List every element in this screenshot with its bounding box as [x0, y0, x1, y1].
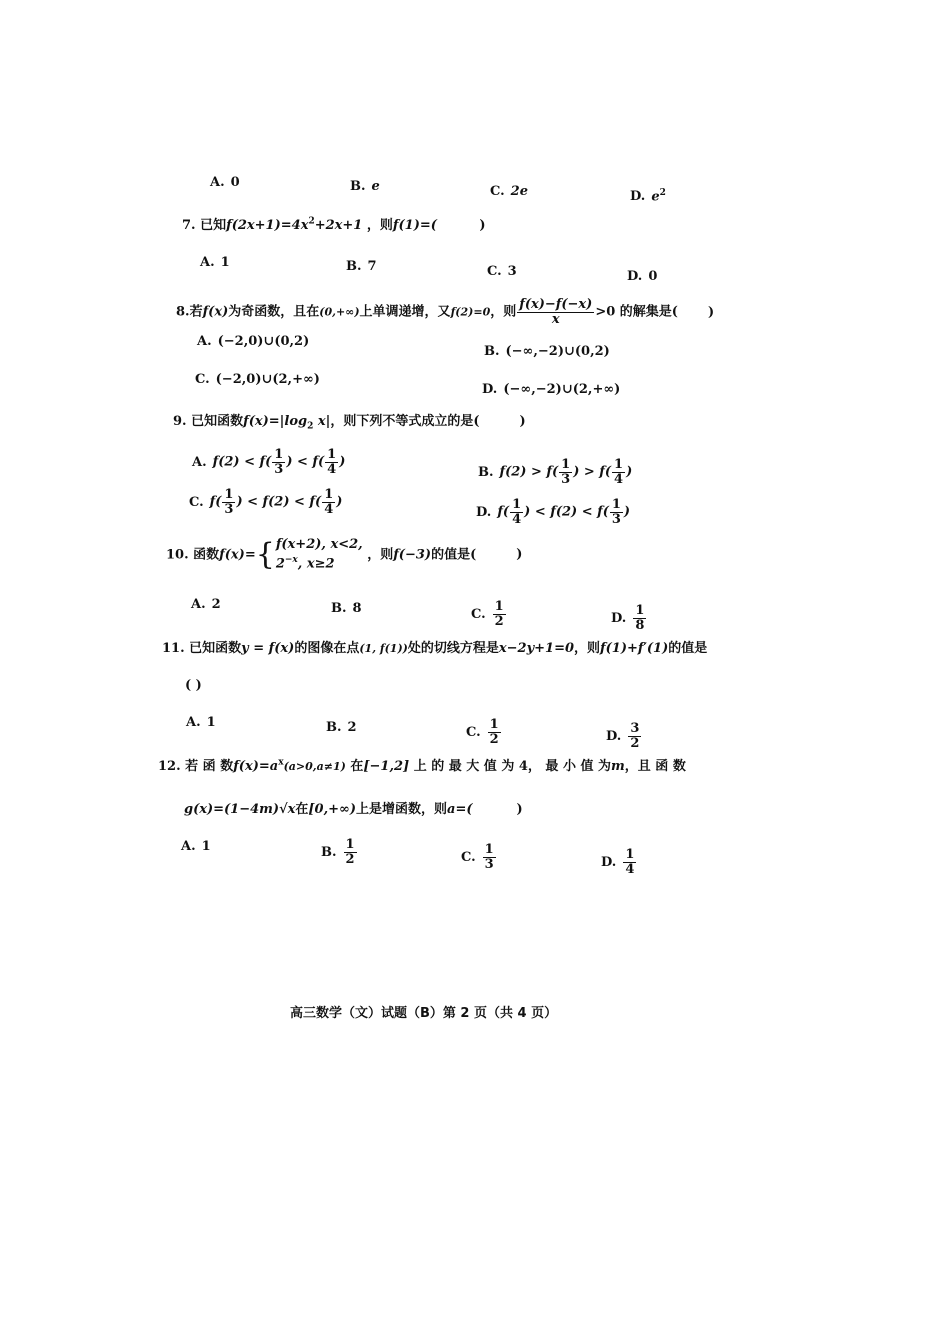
fraction-numerator: 1	[324, 487, 334, 502]
fraction-numerator: 1	[274, 447, 284, 462]
answer-paren-close: )	[516, 802, 523, 817]
option-text: )	[339, 454, 346, 470]
q12-stem-line-1	[158, 755, 686, 774]
stem-text: 已知	[200, 218, 227, 233]
stem-text: ，则	[574, 641, 601, 656]
stem-text: 上是增函数，则	[356, 802, 448, 817]
math-expr: f(x)	[202, 304, 229, 320]
option-label: D.	[606, 728, 622, 744]
math-expr: f(−3)	[393, 547, 432, 563]
q8-option-d	[482, 382, 620, 397]
fraction-denominator: 4	[512, 511, 522, 527]
q12-option-a	[181, 839, 211, 854]
option-label: C.	[471, 606, 486, 622]
exponent: x	[278, 757, 284, 768]
option-exponent: 2	[659, 188, 666, 198]
fraction-denominator: 2	[489, 731, 499, 747]
q12-stem-line-2	[184, 798, 523, 817]
math-expr: y = f(x)	[241, 641, 295, 656]
option-text: f(	[209, 494, 222, 510]
stem-text: 上 的 最 大 值 为 4， 最 小 值 为	[413, 759, 612, 774]
option-value: 1	[220, 255, 230, 270]
option-text: ) < f(2) < f(	[236, 494, 322, 510]
option-value: 1	[206, 715, 216, 730]
option-value: (−∞,−2)∪(0,2)	[505, 344, 610, 359]
answer-paren-close: )	[479, 218, 486, 233]
fraction-numerator: 1	[614, 457, 624, 472]
stem-text: 在	[350, 759, 364, 774]
question-number: 9.	[173, 414, 187, 429]
question-number: 10.	[166, 547, 189, 563]
fraction-numerator: f(x)−f(−x)	[519, 297, 593, 312]
question-number: 12.	[158, 759, 181, 774]
fraction-denominator: 2	[494, 613, 504, 629]
option-text: f(2) > f(	[499, 464, 559, 480]
case-1: f(x+2), x<2,	[275, 537, 363, 552]
q7-option-c	[487, 264, 517, 279]
option-label: D.	[482, 382, 498, 397]
option-value: 2e	[510, 184, 528, 199]
stem-text: ，则	[367, 547, 394, 563]
fraction	[272, 448, 285, 476]
option-label: C.	[490, 184, 505, 199]
option-text: f(2) < f(	[212, 454, 272, 470]
fraction	[633, 604, 646, 632]
q7-option-a	[200, 255, 230, 270]
stem-text: 函数	[193, 547, 220, 563]
stem-text: ，则	[490, 304, 517, 320]
option-value: e	[371, 179, 380, 194]
option-value: 3	[507, 264, 517, 279]
option-value: 8	[352, 601, 362, 616]
math-expr: f(x)=|log	[243, 414, 308, 429]
math-expr: (1, f(1))	[359, 642, 408, 655]
option-label: B.	[331, 601, 347, 616]
option-label: B.	[484, 344, 500, 359]
option-label: A.	[197, 334, 212, 349]
stem-text: >0 的解集是(	[595, 304, 678, 320]
option-label: A.	[192, 454, 207, 470]
option-label: D.	[611, 610, 627, 626]
math-expr: f(2x+1)=4x	[226, 218, 309, 233]
option-value: (−2,0)∪(2,+∞)	[215, 372, 320, 387]
question-number: 11.	[162, 641, 185, 656]
option-value: 2	[347, 720, 357, 735]
option-text: ) > f(	[573, 464, 612, 480]
option-label: B.	[346, 259, 362, 274]
option-text: )	[626, 464, 633, 480]
math-expr: x−2y+1=0	[498, 641, 575, 656]
case-2-condition: , x≥2	[297, 556, 335, 572]
q8-option-c	[195, 372, 320, 387]
answer-paren-close: )	[516, 547, 523, 563]
math-expr: f(x)=	[219, 547, 256, 563]
q10-option-d	[611, 604, 647, 632]
option-value: 7	[367, 259, 377, 274]
math-expr: +2x+1	[314, 218, 363, 233]
math-expr: m	[611, 759, 625, 774]
math-expr: f(1)+f′(1)	[600, 641, 669, 656]
option-text: )	[336, 494, 343, 510]
stem-text: ，且 函 数	[624, 759, 686, 774]
fraction	[559, 458, 572, 486]
math-expr: f(2)=0	[450, 305, 491, 319]
q11-option-b	[326, 720, 357, 735]
fraction-numerator: 1	[345, 837, 355, 852]
page-footer: 高三数学（文）试题（B）第 2 页（共 4 页）	[290, 1006, 558, 1021]
q7-option-d	[627, 269, 657, 284]
stem-text: 在	[295, 802, 309, 817]
q11-option-d	[606, 722, 642, 750]
fraction-denominator: 4	[324, 501, 334, 517]
q8-option-a	[197, 334, 309, 349]
fraction	[493, 600, 506, 628]
fraction-denominator: x	[551, 311, 560, 327]
option-value: 0	[648, 269, 658, 284]
fraction-denominator: 2	[345, 851, 355, 867]
stem-text: ，则下列不等式成立的是(	[330, 414, 480, 429]
fraction	[483, 843, 496, 871]
fraction-denominator: 8	[635, 617, 645, 633]
fraction-numerator: 3	[630, 721, 640, 736]
answer-paren-close: )	[707, 304, 715, 320]
option-label: B.	[326, 720, 342, 735]
fraction-numerator: 1	[327, 447, 337, 462]
option-label: D.	[630, 189, 646, 205]
option-value: (−∞,−2)∪(2,+∞)	[503, 382, 621, 397]
q6-option-b	[350, 179, 380, 194]
math-expr: (a>0,a≠1)	[283, 760, 346, 773]
q7-option-b	[346, 259, 377, 274]
q10-stem	[166, 536, 522, 574]
fraction	[610, 498, 623, 526]
fraction-numerator: 1	[494, 599, 504, 614]
q8-option-b	[484, 344, 610, 359]
fraction	[222, 488, 235, 516]
fraction-denominator: 3	[274, 461, 284, 477]
option-label: C.	[195, 372, 210, 387]
case-2	[276, 554, 363, 574]
stem-text: 的值是(	[431, 547, 477, 563]
q9-option-c	[189, 488, 342, 516]
option-text: f(	[497, 504, 510, 520]
question-number: 8.	[176, 304, 190, 320]
option-value: 0	[230, 175, 240, 190]
fraction	[628, 722, 641, 750]
math-expr: x|	[313, 414, 331, 429]
q9-option-b	[478, 458, 632, 486]
option-label: D.	[627, 269, 643, 284]
option-label: B.	[321, 844, 337, 860]
answer-paren-close: )	[519, 414, 526, 429]
option-label: A.	[200, 255, 215, 270]
stem-text: 若	[189, 304, 203, 320]
math-expr: a=(	[447, 802, 473, 817]
stem-text: 的值是	[668, 641, 708, 656]
stem-text: 已知函数	[189, 641, 242, 656]
exponent: 2	[308, 216, 315, 227]
fraction-denominator: 3	[611, 511, 621, 527]
stem-text: 若 函 数	[185, 759, 234, 774]
case-2-base: 2	[275, 556, 285, 572]
q12-option-b	[321, 838, 358, 866]
fraction	[612, 458, 625, 486]
fraction	[488, 718, 501, 746]
fraction-denominator: 3	[561, 471, 571, 487]
fraction	[325, 448, 338, 476]
option-label: A.	[181, 839, 196, 854]
option-label: A.	[186, 715, 201, 730]
option-text: )	[623, 504, 631, 520]
math-expr: g(x)=(1−4m)√x	[184, 802, 296, 817]
q6-option-d	[630, 188, 666, 204]
option-label: C.	[189, 494, 204, 510]
option-label: C.	[487, 264, 502, 279]
q7-stem	[182, 214, 486, 233]
q9-stem	[173, 410, 526, 432]
math-expr: [0,+∞)	[308, 802, 356, 817]
fraction-denominator: 3	[484, 856, 494, 872]
option-label: D.	[601, 854, 617, 870]
option-value: 1	[201, 839, 211, 854]
q9-option-a	[192, 448, 345, 476]
option-value: e	[651, 189, 660, 205]
math-expr: f(1)=(	[392, 218, 437, 233]
q10-option-b	[331, 601, 362, 616]
stem-text: 为奇函数，且在	[228, 304, 320, 320]
math-expr: [−1,2]	[363, 759, 410, 774]
fraction-numerator: 1	[561, 457, 571, 472]
option-label: A.	[191, 597, 206, 612]
q9-option-d	[476, 498, 630, 526]
piecewise-brace: {	[255, 536, 275, 572]
stem-text: 处的切线方程是	[407, 641, 499, 656]
fraction	[510, 498, 523, 526]
fraction-denominator: 4	[625, 861, 635, 877]
option-label: A.	[210, 175, 225, 190]
math-expr: (0,+∞)	[319, 305, 360, 319]
q8-stem	[176, 298, 714, 326]
q11-option-a	[186, 715, 216, 730]
fraction-numerator: 1	[625, 847, 635, 862]
fraction	[322, 488, 335, 516]
fraction-denominator: 4	[614, 471, 624, 487]
fraction-numerator: 1	[489, 717, 499, 732]
option-value: (−2,0)∪(0,2)	[217, 334, 310, 349]
case-2-exponent: −x	[284, 555, 298, 566]
q6-option-a	[210, 175, 240, 190]
stem-text: 上单调递增，又	[359, 304, 451, 320]
math-expr: f(x)=a	[233, 759, 279, 774]
stem-text: ，则	[366, 218, 393, 233]
fraction-denominator: 4	[327, 461, 337, 477]
q10-option-c	[471, 600, 507, 628]
option-value: 2	[211, 597, 221, 612]
q12-option-d	[601, 848, 637, 876]
option-label: B.	[350, 179, 366, 194]
option-label: B.	[478, 464, 494, 480]
stem-text: 已知函数	[191, 414, 244, 429]
question-number: 7.	[182, 218, 196, 233]
fraction-numerator: 1	[611, 497, 621, 512]
q10-option-a	[191, 597, 221, 612]
option-label: C.	[461, 849, 476, 865]
q11-stem	[162, 637, 707, 656]
q11-answer-paren: ( )	[185, 678, 202, 693]
q12-option-c	[461, 843, 497, 871]
q11-option-c	[466, 718, 502, 746]
fraction	[344, 838, 357, 866]
fraction-numerator: 1	[512, 497, 522, 512]
fraction	[623, 848, 636, 876]
fraction-denominator: 2	[630, 735, 640, 751]
log-base: 2	[307, 421, 314, 432]
fraction	[517, 298, 594, 326]
fraction-numerator: 1	[224, 487, 234, 502]
option-text: ) < f(	[286, 454, 325, 470]
option-label: D.	[476, 504, 492, 520]
option-text: ) < f(2) < f(	[524, 504, 609, 520]
option-label: C.	[466, 724, 481, 740]
fraction-denominator: 3	[224, 501, 234, 517]
fraction-numerator: 1	[484, 842, 494, 857]
stem-text: 的图像在点	[294, 641, 360, 656]
fraction-numerator: 1	[635, 603, 645, 618]
q6-option-c	[490, 184, 528, 199]
piecewise-cases	[276, 536, 363, 574]
